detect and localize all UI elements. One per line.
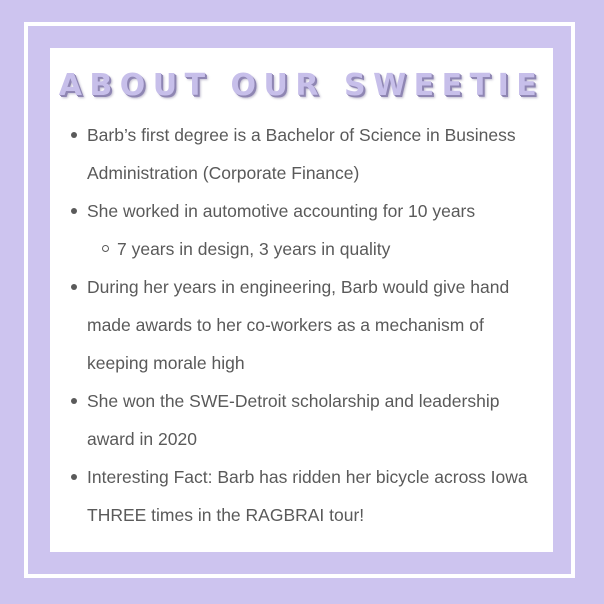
page-title: ABOUT OUR SWEETIE — [58, 68, 545, 103]
list-item — [50, 116, 553, 192]
bullet-dot-icon — [71, 208, 77, 214]
list-item-text: Barb’s first degree is a Bachelor of Science in Business Administration (Corporate Finance) — [87, 125, 516, 183]
list-item-text: Interesting Fact: Barb has ridden her bicycle across Iowa THREE times in the RAGBRAI tour! — [87, 467, 528, 525]
list-item — [50, 192, 553, 230]
bullet-circle-icon — [102, 245, 109, 252]
list-item — [50, 458, 553, 534]
bullet-dot-icon — [71, 398, 77, 404]
list-item-text: She worked in automotive accounting for 10 years — [87, 201, 476, 221]
sub-list-item-text: 7 years in design, 3 years in quality — [117, 239, 391, 259]
list-item — [50, 382, 553, 458]
bullet-dot-icon — [71, 132, 77, 138]
list-item-text: She won the SWE-Detroit scholarship and leadership award in 2020 — [87, 391, 500, 449]
bullet-dot-icon — [71, 474, 77, 480]
bullet-dot-icon — [71, 284, 77, 290]
list-item-text: During her years in engineering, Barb would give hand made awards to her co-workers as a mechanism of keeping morale high — [87, 277, 510, 373]
list-item — [50, 268, 553, 382]
content-card — [50, 48, 553, 552]
sub-list-item — [50, 230, 553, 268]
fact-list — [50, 116, 553, 534]
